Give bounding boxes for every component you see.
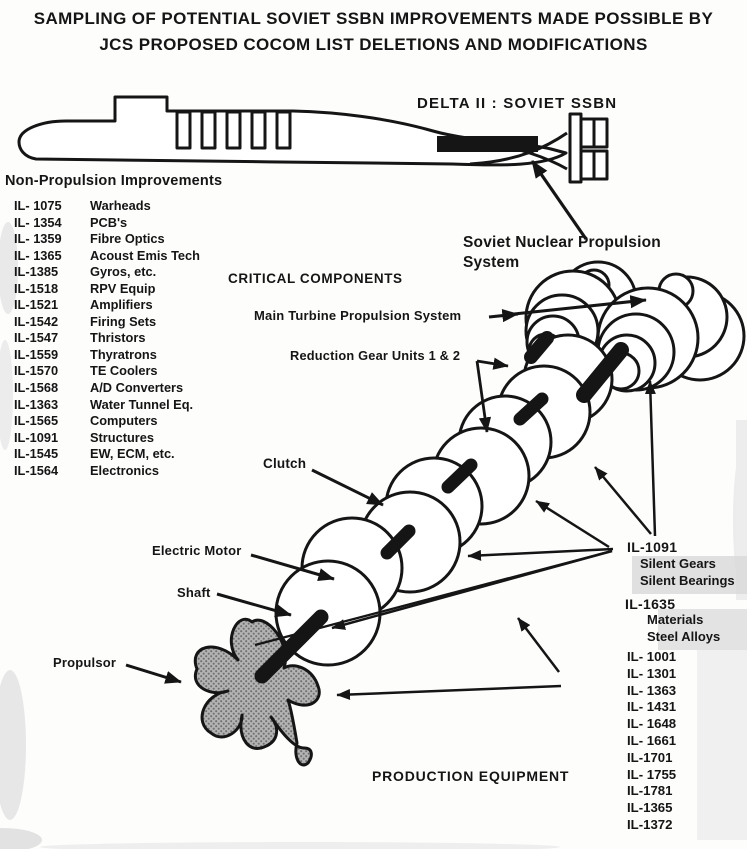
- production-code: IL-1372: [627, 816, 673, 832]
- item-name: Electronics: [90, 462, 159, 478]
- soviet-nuclear-label: [463, 233, 661, 272]
- callout-item: Silent Gears: [640, 556, 716, 571]
- item-name: Warheads: [90, 198, 151, 213]
- main-turbine-label: Main Turbine Propulsion System: [254, 308, 462, 323]
- item-code: IL-1570: [14, 363, 59, 379]
- production-code: IL- 1755: [627, 766, 677, 782]
- item-code: IL-1565: [14, 413, 59, 429]
- item-name: Acoust Emis Tech: [90, 247, 200, 263]
- item-code: IL-1547: [14, 330, 59, 346]
- production-code: IL-1365: [627, 800, 673, 816]
- item-name: EW, ECM, etc.: [90, 446, 175, 462]
- item-name: Fibre Optics: [90, 231, 165, 247]
- item-code: IL-1568: [14, 380, 59, 396]
- item-code: IL- 1075: [14, 198, 62, 213]
- item-name: Structures: [90, 429, 155, 445]
- title-line-2: JCS PROPOSED COCOM LIST DELETIONS AND MODIFICATIONS: [99, 35, 648, 54]
- shaft-label: Shaft: [177, 585, 211, 600]
- item-code: IL-1564: [14, 462, 59, 478]
- item-code: IL-1518: [14, 280, 59, 296]
- item-name: RPV Equip: [90, 280, 156, 296]
- item-name: Computers: [90, 413, 158, 429]
- item-name: Gyros, etc.: [90, 264, 157, 280]
- production-code: IL- 1301: [627, 665, 677, 681]
- callout-items: [640, 555, 735, 589]
- production-code: IL-1781: [627, 783, 673, 799]
- callout-code: IL-1091: [627, 539, 678, 555]
- reactor-section: [437, 136, 538, 152]
- list-item: [14, 248, 200, 265]
- item-name: A/D Converters: [90, 380, 184, 396]
- list-item: [14, 330, 200, 347]
- item-code: IL-1545: [14, 446, 59, 462]
- production-code: IL- 1431: [627, 699, 677, 715]
- clutch-label: Clutch: [263, 456, 307, 471]
- list-item: [14, 314, 200, 331]
- callout-item: Silent Bearings: [640, 573, 735, 589]
- list-item: [14, 463, 200, 480]
- critical-components-heading: CRITICAL COMPONENTS: [228, 271, 403, 286]
- item-code: IL-1091: [14, 429, 59, 445]
- production-equipment-heading: PRODUCTION EQUIPMENT: [372, 768, 570, 784]
- item-name: Thyratrons: [90, 346, 157, 362]
- item-code: IL- 1365: [14, 247, 62, 263]
- item-code: IL-1363: [14, 396, 59, 412]
- production-code: IL- 1648: [627, 716, 677, 732]
- item-name: Amplifiers: [90, 297, 153, 313]
- list-item: [14, 347, 200, 364]
- page-title: [0, 6, 747, 58]
- item-code: IL-1385: [14, 264, 59, 280]
- item-name: Firing Sets: [90, 313, 157, 329]
- list-item: [14, 281, 200, 298]
- list-item: [14, 380, 200, 397]
- callout-items: [647, 611, 720, 645]
- production-code: IL-1701: [627, 749, 673, 765]
- electric-motor-label: Electric Motor: [152, 543, 242, 558]
- list-item: [14, 215, 200, 232]
- reduction-gear-label: Reduction Gear Units 1 & 2: [290, 348, 461, 363]
- list-item: [14, 198, 200, 215]
- list-item: [14, 363, 200, 380]
- list-item: [14, 397, 200, 414]
- title-line-1: SAMPLING OF POTENTIAL SOVIET SSBN IMPROVEMENTS MADE POSSIBLE BY: [33, 9, 714, 28]
- soviet-nuclear-line-2: System: [463, 253, 520, 271]
- item-code: IL-1521: [14, 297, 59, 313]
- callout-il-1635: [625, 597, 720, 645]
- non-propulsion-heading: Non-Propulsion Improvements: [5, 173, 223, 189]
- item-name: Thristors: [90, 330, 146, 346]
- item-name: Water Tunnel Eq.: [90, 396, 194, 412]
- list-item: [14, 297, 200, 314]
- item-code: IL- 1354: [14, 214, 62, 230]
- non-propulsion-list: [14, 198, 200, 479]
- callout-item: Materials: [647, 612, 704, 627]
- callout-code: IL-1635: [625, 596, 676, 612]
- production-code: IL- 1661: [627, 732, 677, 748]
- soviet-nuclear-line-1: Soviet Nuclear Propulsion: [463, 234, 661, 251]
- item-name: PCB's: [90, 214, 128, 230]
- callout-il-1091: [627, 539, 735, 589]
- list-item: [14, 231, 200, 248]
- list-item: [14, 446, 200, 463]
- item-name: TE Coolers: [90, 363, 158, 379]
- list-item: [14, 413, 200, 430]
- delta-ii-label: DELTA II : SOVIET SSBN: [417, 95, 618, 112]
- propulsor-label: Propulsor: [53, 655, 117, 670]
- item-code: IL- 1359: [14, 231, 62, 247]
- list-item: [14, 430, 200, 447]
- list-item: [14, 264, 200, 281]
- stern-propeller-assembly: [570, 114, 607, 182]
- production-code: IL- 1363: [627, 682, 677, 698]
- item-code: IL-1542: [14, 313, 59, 329]
- callout-item: Steel Alloys: [647, 629, 721, 645]
- production-codes-list: [627, 649, 676, 834]
- item-code: IL-1559: [14, 346, 59, 362]
- production-code: IL- 1001: [627, 649, 677, 664]
